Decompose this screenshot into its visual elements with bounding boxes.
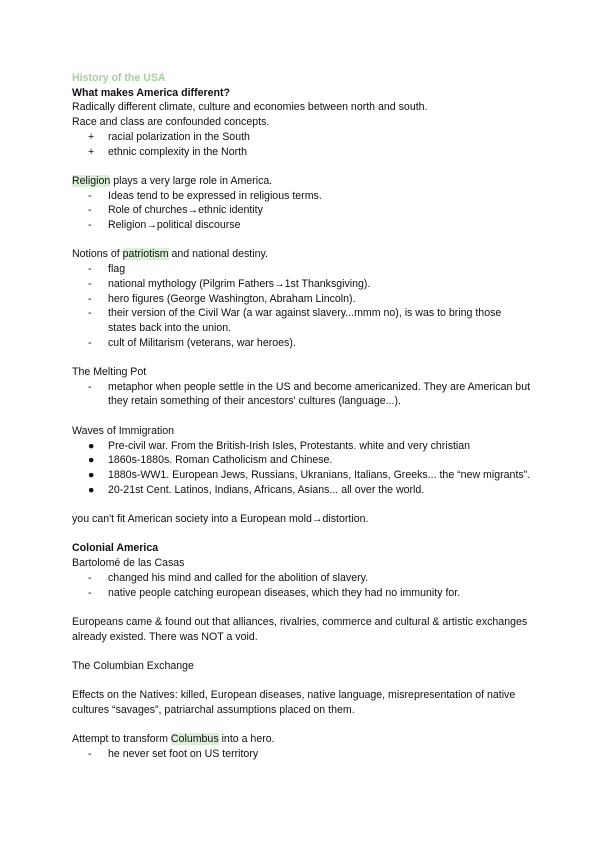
section-heading: Waves of Immigration [72,424,175,437]
list-item: ● 20-21st Cent. Latinos, Indians, Africans, Asians... all over the world. [88,483,425,496]
list-item: + ethnic complexity in the North [88,145,247,158]
list-item: - their version of the Civil War (a war against slavery...mmm no), is was to bring those states back into the union. [88,307,502,334]
highlight: patriotism [122,248,169,261]
list-item: - hero figures (George Washington, Abraham Lincoln). [88,292,356,305]
list-item: - cult of Militarism (veterans, war heroes). [88,336,296,349]
paragraph: Attempt to transform Columbus into a hero. [72,733,275,746]
list-item: - Religion→political discourse [88,219,241,232]
list-item: ● 1880s-WW1. European Jews, Russians, Ukranians, Italians, Greeks... the “new migrants”. [88,468,531,481]
document-title: History of the USA [72,72,166,84]
document [72,71,532,762]
list-item: - metaphor when people settle in the US and become americanized. They are American but they retain something of their ancestors' cultures (language...). [88,380,531,408]
paragraph: Radically different climate, culture and economies between north and south. [72,101,428,114]
list-item: - flag [88,263,126,276]
section-heading: Colonial America [72,542,159,555]
list-item: + racial polarization in the South [88,130,250,143]
paragraph: Race and class are confounded concepts. [72,116,270,129]
list-item: - changed his mind and called for the abolition of slavery. [88,571,369,584]
paragraph: you can't fit American society into a European mold→distortion. [72,513,369,526]
paragraph: Notions of patriotism and national destiny. [72,248,268,261]
list-item: ● Pre-civil war. From the British-Irish Isles, Protestants. white and very christian [88,439,471,452]
list-item: - he never set foot on US territory [88,748,259,761]
paragraph: The Columbian Exchange [72,660,194,672]
list-item: ● 1860s-1880s. Roman Catholicism and Chinese. [88,454,333,467]
paragraph: Effects on the Natives: killed, European diseases, native language, misrepresentation of native cultures “savages”, patriarchal assumptions placed on them. [72,689,516,717]
section-heading: The Melting Pot [72,366,147,379]
paragraph: Religion plays a very large role in America. [72,174,273,187]
highlight: Religion [72,174,111,187]
list-item: - Role of churches→ethnic identity [88,204,263,217]
list-item: - Ideas tend to be expressed in religious terms. [88,189,322,202]
list-item: - native people catching european diseases, which they had no immunity for. [88,586,461,599]
list-item: - national mythology (Pilgrim Fathers→1st Thanksgiving). [88,277,371,290]
paragraph: Europeans came & found out that alliances, rivalries, commerce and cultural & artistic exchanges already existed. There was NOT a void. [72,615,528,643]
subheading: Bartolomé de las Casas [72,557,185,570]
section-heading: What makes America different? [72,86,230,99]
highlight: Columbus [170,733,219,746]
